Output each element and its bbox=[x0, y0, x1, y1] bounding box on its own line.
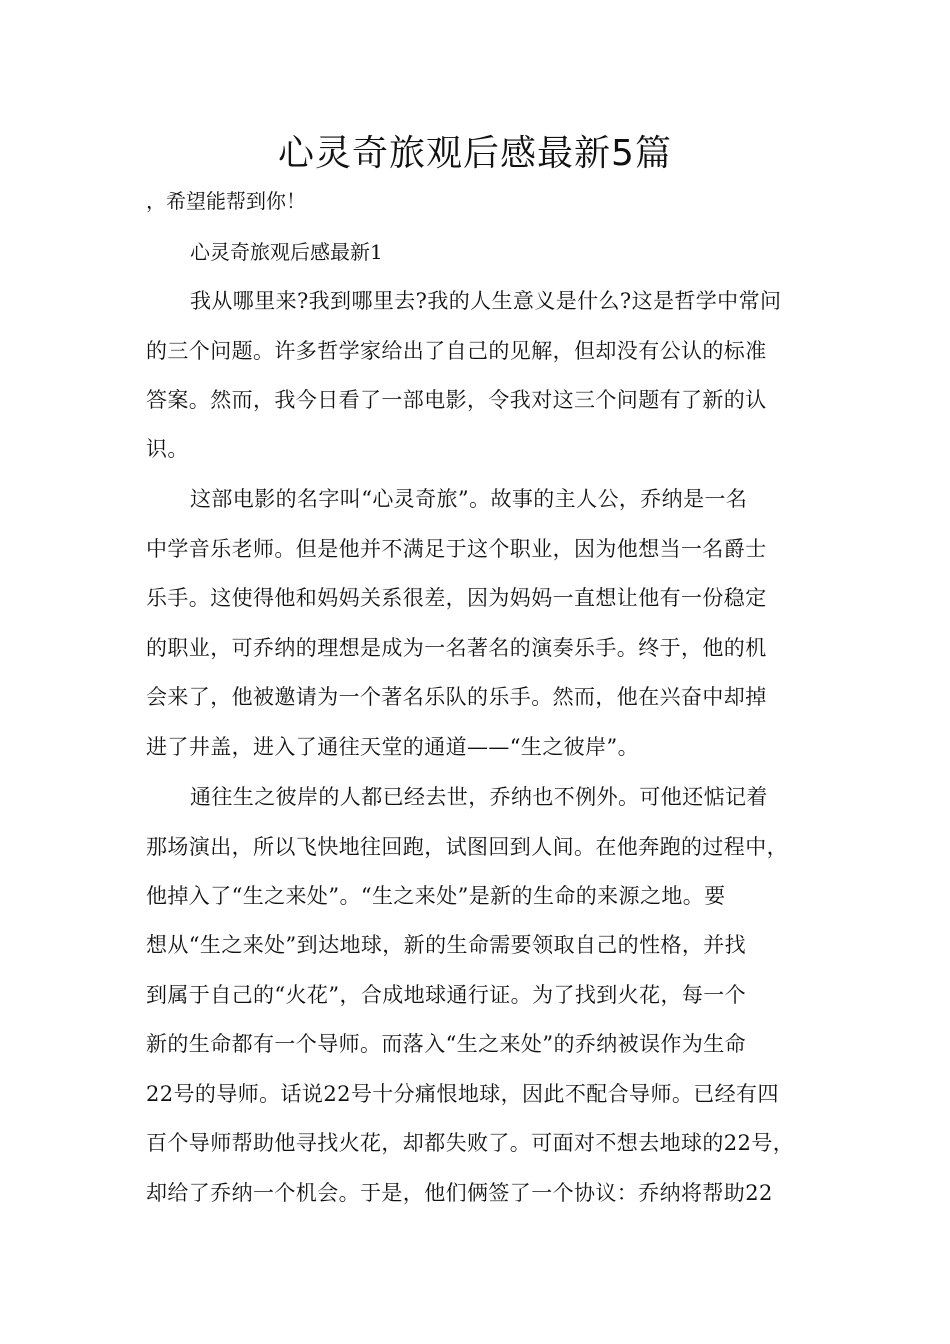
paragraph-line: 他掉入了“生之来处”。“生之来处”是新的生命的来源之地。要 bbox=[146, 884, 726, 908]
paragraph-line: 的三个问题。许多哲学家给出了自己的见解，但却没有公认的标准 bbox=[146, 339, 767, 363]
section-heading: 心灵奇旅观后感最新1 bbox=[190, 240, 383, 264]
intro-line: ，希望能帮到你！ bbox=[146, 189, 306, 213]
paragraph-line: 那场演出，所以飞快地往回跑，试图回到人间。在他奔跑的过程中， bbox=[146, 835, 788, 859]
paragraph-line: 百个导师帮助他寻找火花，却都失败了。可面对不想去地球的22号， bbox=[146, 1131, 795, 1155]
paragraph-line: 通往生之彼岸的人都已经去世，乔纳也不例外。可他还惦记着 bbox=[190, 785, 768, 809]
paragraph-line: 识。 bbox=[146, 437, 189, 461]
paragraph-line: 乐手。这使得他和妈妈关系很差，因为妈妈一直想让他有一份稳定 bbox=[146, 586, 767, 610]
paragraph-line: 想从“生之来处”到达地球，新的生命需要领取自己的性格，并找 bbox=[146, 933, 747, 957]
paragraph-line: 的职业，可乔纳的理想是成为一名著名的演奏乐手。终于，他的机 bbox=[146, 636, 767, 660]
paragraph-line: 进了井盖，进入了通往天堂的通道——“生之彼岸”。 bbox=[146, 735, 640, 759]
document-title: 心灵奇旅观后感最新5篇 bbox=[278, 133, 672, 174]
paragraph-line: 这部电影的名字叫“心灵奇旅”。故事的主人公，乔纳是一名 bbox=[190, 487, 748, 511]
paragraph-line: 我从哪里来?我到哪里去?我的人生意义是什么?这是哲学中常问 bbox=[190, 289, 782, 313]
paragraph-line: 新的生命都有一个导师。而落入“生之来处”的乔纳被误作为生命 bbox=[146, 1032, 747, 1056]
paragraph-line: 却给了乔纳一个机会。于是，他们俩签了一个协议：乔纳将帮助22 bbox=[146, 1181, 773, 1205]
paragraph-line: 22号的导师。话说22号十分痛恨地球，因此不配合导师。已经有四 bbox=[146, 1082, 779, 1106]
paragraph-line: 中学音乐老师。但是他并不满足于这个职业，因为他想当一名爵士 bbox=[146, 537, 767, 561]
paragraph-line: 到属于自己的“火花”，合成地球通行证。为了找到火花，每一个 bbox=[146, 983, 747, 1007]
paragraph-line: 答案。然而，我今日看了一部电影，令我对这三个问题有了新的认 bbox=[146, 388, 767, 412]
paragraph-line: 会来了，他被邀请为一个著名乐队的乐手。然而，他在兴奋中却掉 bbox=[146, 685, 767, 709]
